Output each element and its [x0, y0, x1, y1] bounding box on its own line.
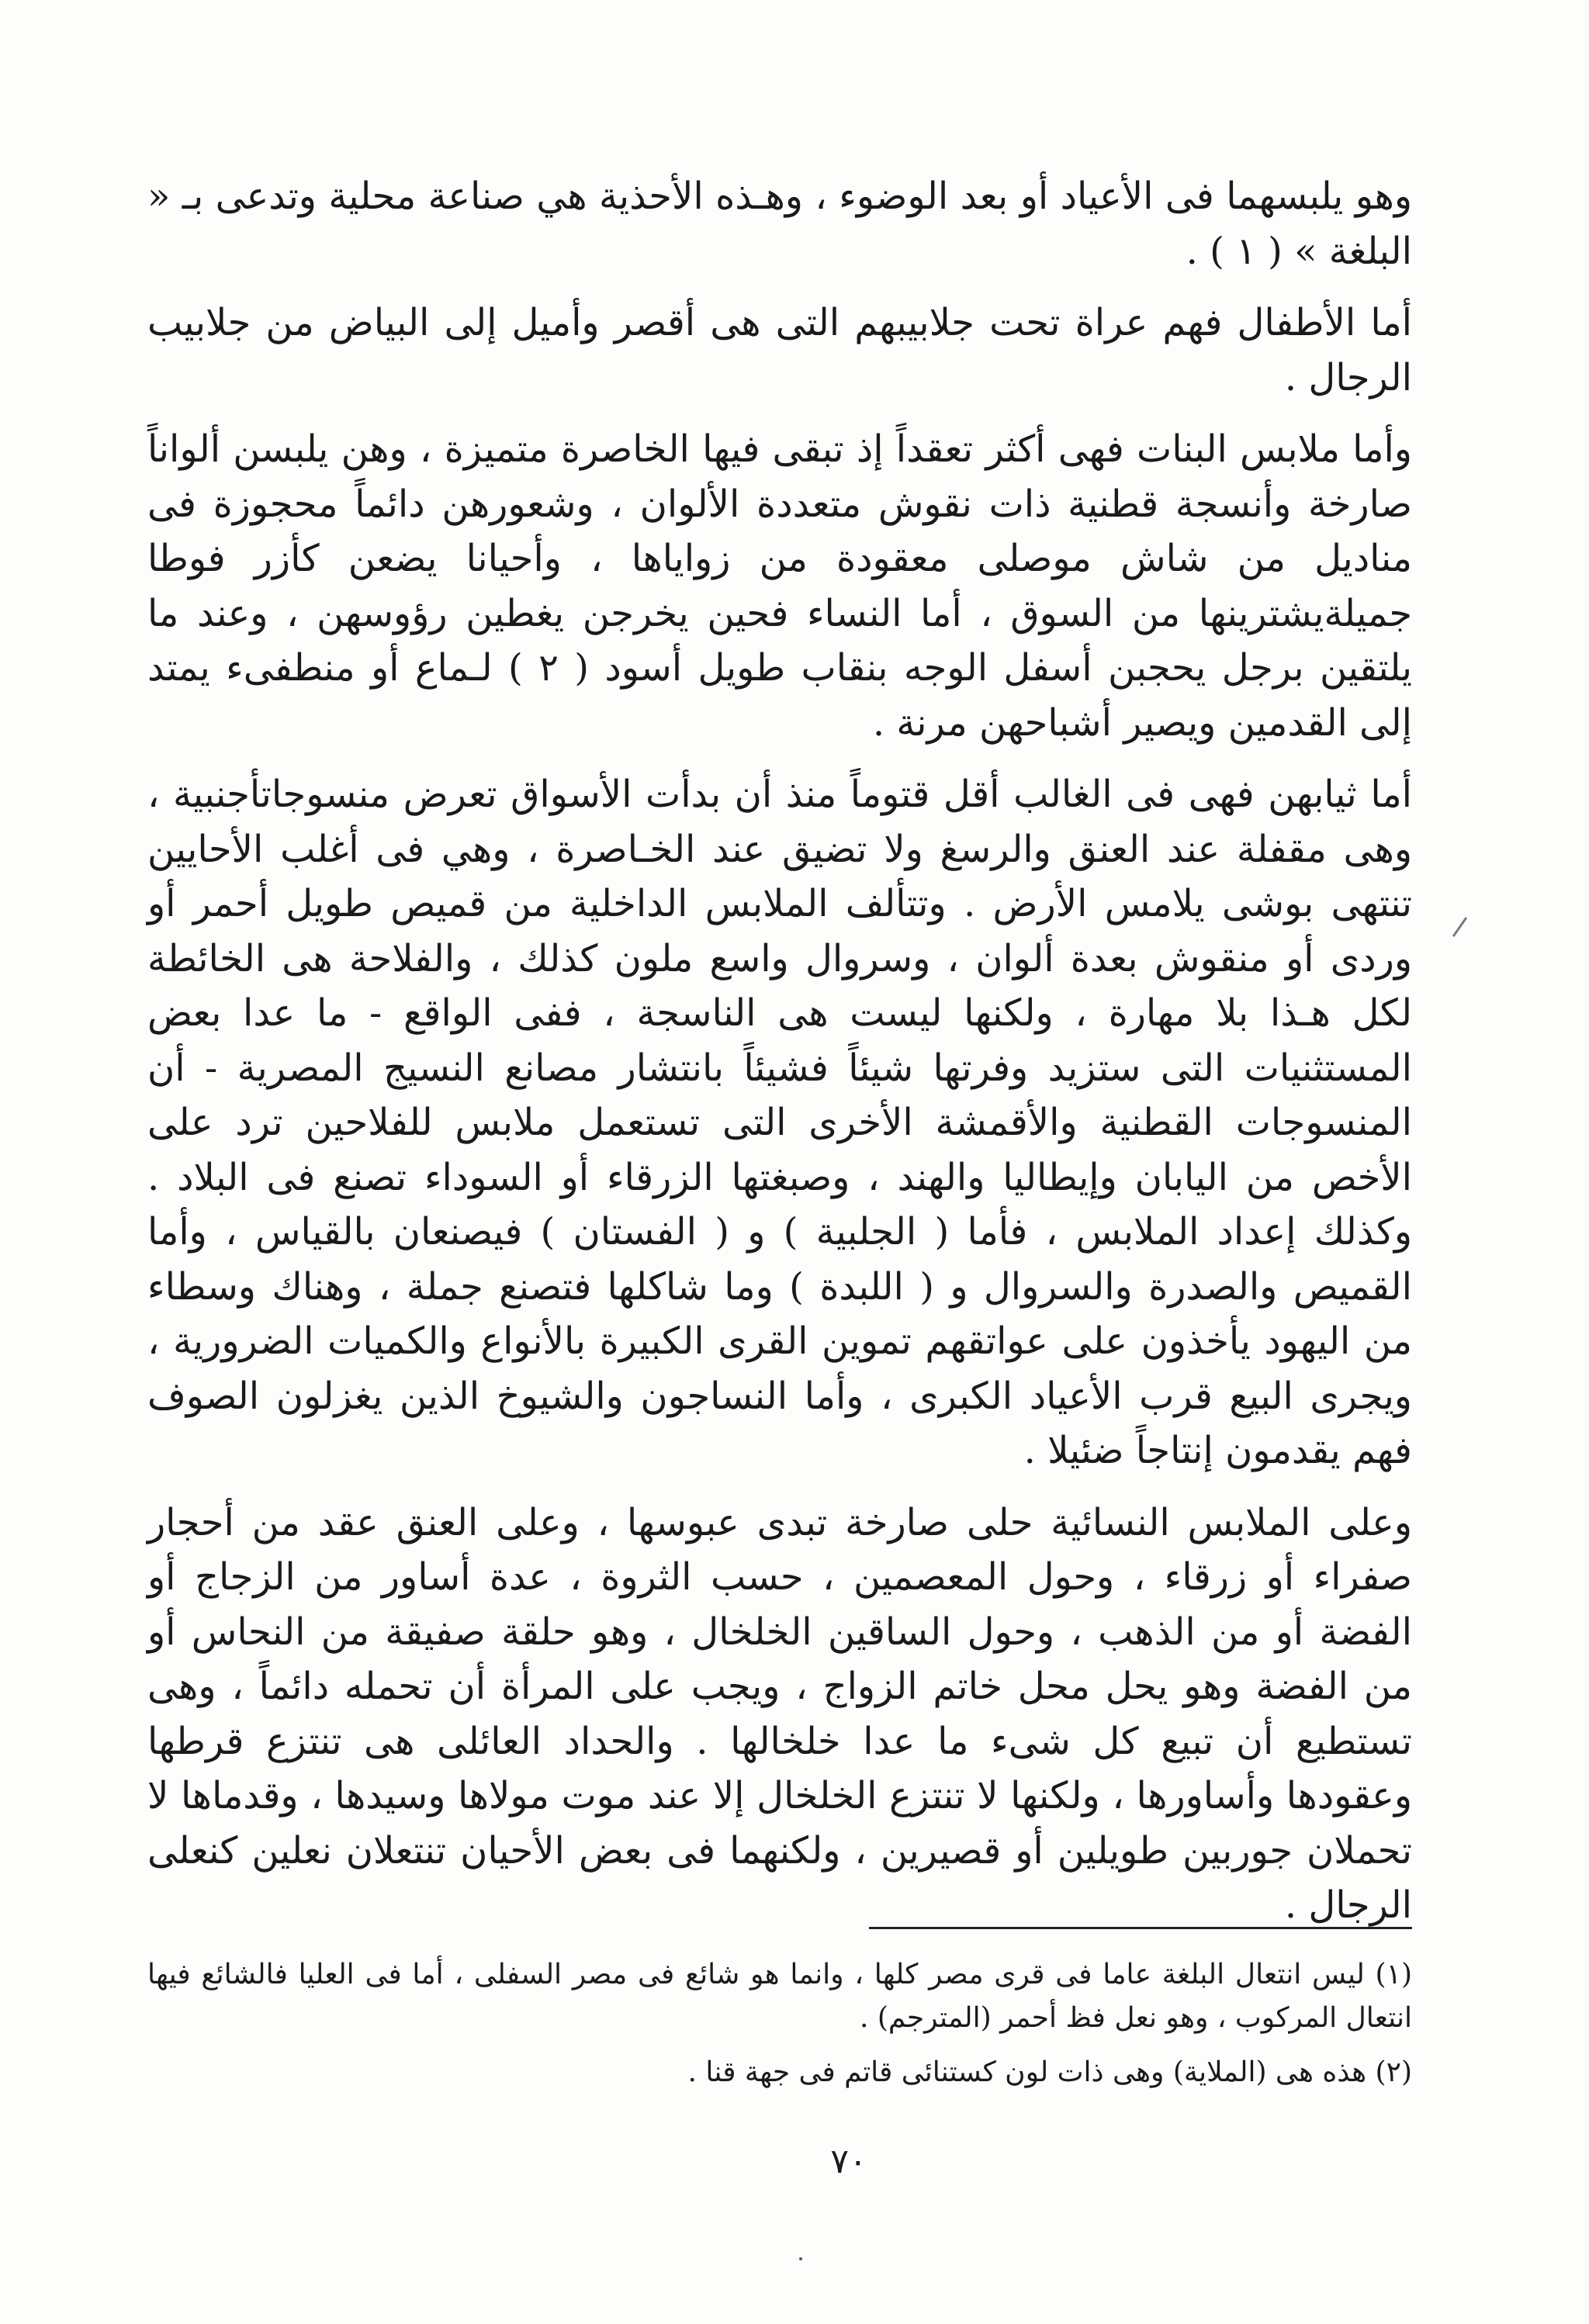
paragraph-3: وأما ملابس البنات فهى أكثر تعقداً إذ تبقى فيها الخاصرة متميزة ، وهن يلبسن ألواناً صارخة وأنسجة قطنية ذات نقوش متعددة الألوان ، وشعورهن دائماً محجوزة فى مناديل من شاش موصلى معقودة من زواياها ، وأحيانا يضعن كأزر فوطا جميلةيشترينها من السوق ، أما النساء فحين يخرجن يغطين رؤوسهن ، وعند ما يلتقين برجل يحجبن أسفل الوجه بنقاب طويل أسود ( ٢ ) لـماع أو منطفىء يمتد إلى القدمين ويصير أشباحهن مرنة .: [147, 427, 1413, 745]
paragraph-5: وعلى الملابس النسائية حلى صارخة تبدى عبوسها ، وعلى العنق عقد من أحجار صفراء أو زرقاء ، وحول المعصمين ، حسب الثروة ، عدة أساور من الزجاج أو الفضة أو من الذهب ، وحول الساقين الخلخال ، وهو حلقة صفيقة من النحاس أو من الفضة وهو يحل محل خاتم الزواج ، ويجب على المرأة أن تحمله دائماً ، وهى تستطيع أن تبيع كل شىء ما عدا خلخالها . والحداد العائلى هى تنتزع قرطها وعقودها وأساورها ، ولكنها لا تنتزع الخلخال إلا عند موت مولاها وسيدها ، وقدماها لا تحملان جوربين طويلين أو قصيرين ، ولكنهما فى بعض الأحيان تنتعلان نعلين كنعلى الرجال .: [147, 1500, 1412, 1927]
footnote-2: (٢) هذه هى (الملاية) وهى ذات لون كستنائى قاتم فى جهة قنا .: [687, 2056, 1412, 2088]
scan-mark: [1452, 917, 1468, 937]
footnote-1: (١) ليس انتعال البلغة عاما فى قرى مصر كلها ، وانما هو شائع فى مصر السفلى ، أما فى العليا فالشائع فيها انتعال المركوب ، وهو نعل فظ أحمر (المترجم) .: [147, 1959, 1412, 2034]
paragraph-2: أما الأطفال فهم عراة تحت جلابيبهم التى هى أقصر وأميل إلى البياض من جلابيب الرجال .: [147, 301, 1412, 399]
page-number-text: ٧٠: [830, 2142, 867, 2181]
main-text: [147, 169, 1412, 1950]
footnotes: [147, 1953, 1412, 2105]
footnote-separator: [869, 1927, 1412, 1929]
paragraph-1: وهو يلبسهما فى الأعياد أو بعد الوضوء ، وهـذه الأحذية هي صناعة محلية وتدعى بـ « البلغة » ( ١ ) .: [147, 175, 1412, 273]
scan-speck: [799, 2257, 802, 2260]
paragraph-4: أما ثيابهن فهى فى الغالب أقل قتوماً منذ أن بدأت الأسواق تعرض منسوجاتأجنبية ، وهى مقفلة عند العنق والرسغ ولا تضيق عند الخـاصرة ، وهي فى أغلب الأحايين تنتهى بوشى يلامس الأرض . وتتألف الملابس الداخلية من قميص طويل أحمر أو وردى أو منقوش بعدة ألوان ، وسروال واسع ملون كذلك ، والفلاحة هى الخائطة لكل هـذا بلا مهارة ، ولكنها ليست هى الناسجة ، ففى الواقع - ما عدا بعض المستثنيات التى ستزيد وفرتها شيئاً فشيئاً بانتشار مصانع النسيج المصرية - أن المنسوجات القطنية والأقمشة الأخرى التى تستعمل ملابس للفلاحين ترد على الأخص من اليابان وإيطاليا والهند ، وصبغتها الزرقاء أو السوداء تصنع فى البلاد . وكذلك إعداد الملابس ، فأما ( الجلبية ) و ( الفستان ) فيصنعان بالقياس ، وأما القميص والصدرة والسروال و ( اللبدة ) وما شاكلها فتصنع جملة ، وهناك وسطاء من اليهود يأخذون على عواتقهم تموين القرى الكبيرة بالأنواع والكميات الضرورية ، ويجرى البيع قرب الأعياد الكبرى ، وأما النساجون والشيوخ الذين يغزلون الصوف فهم يقدمون إنتاجاً ضئيلا .: [147, 773, 1412, 1472]
page-number: [0, 2142, 1589, 2181]
